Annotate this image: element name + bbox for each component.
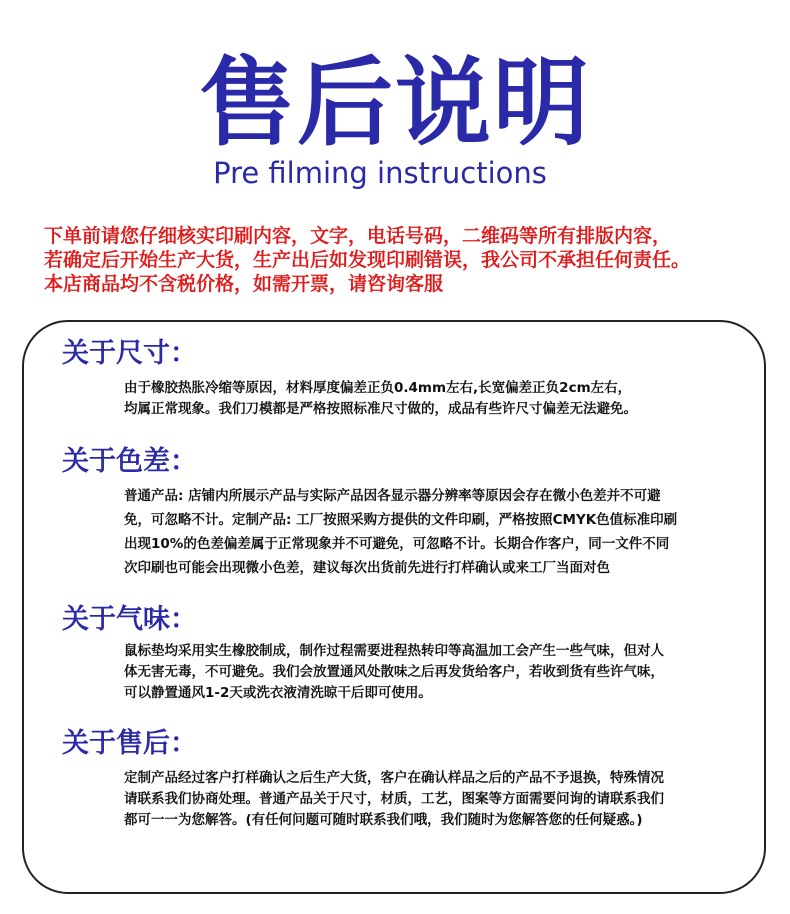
notice-line: 本店商品均不含税价格，如需开票，请咨询客服 [44,273,444,295]
notice-line: 下单前请您仔细核实印刷内容，文字，电话号码，二维码等所有排版内容， [44,225,672,247]
section-line: 可以静置通风1-2天或洗衣液清洗晾干后即可使用。 [124,685,432,701]
section-title-size: 关于尺寸： [62,338,197,369]
section-body-size [124,378,764,420]
page-subtitle: Pre filming instructions [213,156,547,190]
section-line: 都可一一为您解答。(有任何问题可随时联系我们哦，我们随时为您解答您的任何疑惑。) [124,812,643,828]
section-body-color [124,484,764,580]
notice-line: 若确定后开始生产大货，生产出后如发现印刷错误，我公司不承担任何责任。 [44,249,691,271]
section-body-aftersales [124,768,764,831]
section-line: 均属正常现象。我们刀模都是严格按照标准尺寸做的，成品有些许尺寸偏差无法避免。 [124,401,637,417]
section-line: 由于橡胶热胀冷缩等原因，材料厚度偏差正负0.4mm左右,长宽偏差正负2cm左右， [124,380,632,396]
section-line: 鼠标垫均采用实生橡胶制成，制作过程需要进程热转印等高温加工会产生一些气味，但对人 [124,643,664,659]
section-line: 免，可忽略不计。定制产品: 工厂按照采购方提供的文件印刷，严格按照CMYK色值标准印刷 [124,512,678,528]
section-title-color: 关于色差： [62,446,197,477]
page-title: 售后说明 [199,47,591,159]
section-line: 请联系我们协商处理。普通产品关于尺寸，材质，工艺，图案等方面需要问询的请联系我们 [124,791,664,807]
section-title-odor: 关于气味： [62,604,197,635]
section-line: 定制产品经过客户打样确认之后生产大货，客户在确认样品之后的产品不予退换，特殊情况 [124,770,664,786]
section-line: 体无害无毒，不可避免。我们会放置通风处散味之后再发货给客户，若收到货有些许气味， [124,664,664,680]
section-line: 出现10%的色差偏差属于正常现象并不可避免，可忽略不计。长期合作客户，同一文件不同 [124,536,670,552]
section-title-aftersales: 关于售后： [62,728,197,759]
section-line: 普通产品: 店铺内所展示产品与实际产品因各显示器分辨率等原因会存在微小色差并不可避 [124,488,661,504]
warning-notice [44,224,784,296]
section-body-odor [124,641,764,704]
section-line: 次印刷也可能会出现微小色差，建议每次出货前先进行打样确认或来工厂当面对色 [124,560,610,576]
